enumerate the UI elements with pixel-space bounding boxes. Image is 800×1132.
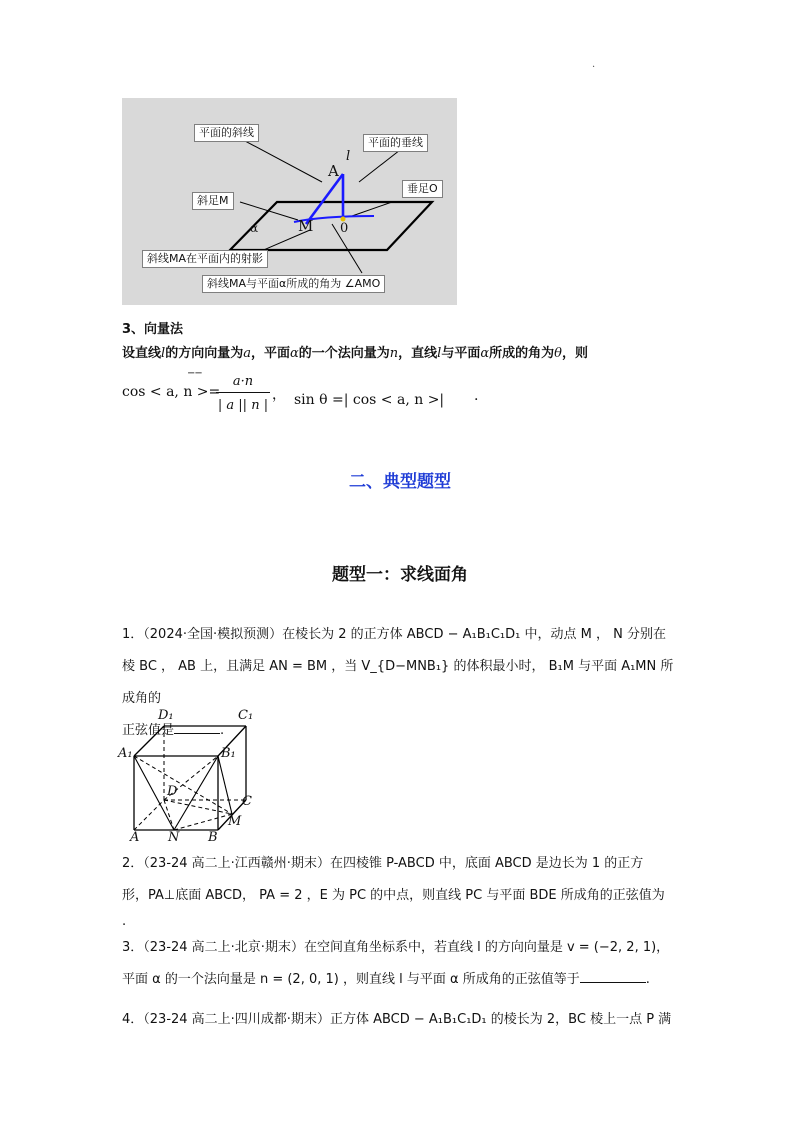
problem-2 bbox=[122, 848, 682, 932]
cube-label-d: D bbox=[167, 784, 178, 799]
formula-comma: ， bbox=[272, 387, 286, 403]
problem-2-line3: . bbox=[122, 914, 127, 929]
problem-3-line2: 平面 α 的一个法向量是 n = (2, 0, 1) ，则直线 l 与平面 α 所成角的正弦值等于 . bbox=[122, 964, 682, 996]
fraction-bar bbox=[216, 392, 270, 393]
problem-3-line1: 3．（23-24 高二上·北京·期末）在空间直角坐标系中，若直线 l 的方向向量是 v = (−2, 2, 1)， bbox=[122, 940, 670, 955]
heading-problem-type-one: 题型一：求线面角 bbox=[332, 565, 468, 585]
label-point-m: M bbox=[298, 217, 314, 235]
label-angle: 斜线MA与平面α所成的角为 ∠AMO bbox=[202, 275, 385, 293]
heading-typical-problems: 二、典型题型 bbox=[349, 472, 451, 492]
oblique-line-figure bbox=[122, 98, 457, 305]
cube-label-n: N bbox=[168, 830, 180, 845]
cube-label-a: A bbox=[130, 830, 140, 845]
cube-label-c: C bbox=[242, 794, 252, 809]
label-perpendicular: 平面的垂线 bbox=[363, 134, 428, 152]
label-foot-o: 垂足O bbox=[402, 180, 443, 198]
problem-2-line1: 2．（23-24 高二上·江西赣州·期末）在四棱锥 P-ABCD 中，底面 ABCD 是边长为 1 的正方 bbox=[122, 856, 644, 871]
label-projection: 斜线MA在平面内的射影 bbox=[142, 250, 268, 268]
section3-statement: 设直线l的方向向量为a，平面α的一个法向量为n，直线l与平面α所成的角为θ，则 bbox=[122, 346, 588, 361]
vector-arrows: −− bbox=[187, 368, 202, 379]
cube-label-b1: B₁ bbox=[221, 746, 236, 761]
leader-foot-o bbox=[352, 202, 392, 216]
cube-figure bbox=[118, 708, 268, 846]
label-l: l bbox=[346, 149, 351, 164]
corner-mark: · bbox=[592, 62, 596, 73]
problem-2-line2: 形，PA⊥底面 ABCD， PA = 2 ，E 为 PC 的中点，则直线 PC 与平面 BDE 所成角的正弦值为 bbox=[122, 888, 665, 903]
formula-period: . bbox=[474, 388, 479, 404]
plane-parallelogram bbox=[230, 202, 432, 250]
cube-label-b: B bbox=[208, 830, 218, 845]
answer-blank-3[interactable] bbox=[580, 968, 646, 983]
problem-1-line1: 1．（2024·全国·模拟预测）在棱长为 2 的正方体 ABCD − A₁B₁C₁D₁ 中，动点 M ， N 分别在 bbox=[122, 627, 666, 642]
cube-svg bbox=[118, 714, 268, 846]
problem-4-line1: 4．（23-24 高二上·四川成都·期末）正方体 ABCD − A₁B₁C₁D₁ 的棱长为 2，BC 棱上一点 P 满 bbox=[122, 1012, 672, 1027]
label-alpha: α bbox=[250, 221, 259, 235]
formula-block bbox=[122, 368, 542, 424]
cube-label-a1: A₁ bbox=[118, 746, 133, 761]
leader-foot-m bbox=[240, 202, 298, 220]
label-point-a: A bbox=[328, 162, 339, 180]
cube-label-d1: D₁ bbox=[158, 708, 174, 723]
formula-right: sin θ =| cos < a, n >| bbox=[294, 392, 445, 408]
cube-label-c1: C₁ bbox=[238, 708, 254, 723]
formula-denominator: | a || n | bbox=[217, 398, 269, 413]
problem-3 bbox=[122, 932, 682, 996]
formula-left: cos < a, n >= bbox=[122, 384, 221, 400]
label-foot-m: 斜足M bbox=[192, 192, 234, 210]
label-point-o: 0 bbox=[340, 221, 349, 236]
cube-label-m: M bbox=[228, 814, 242, 829]
label-oblique-line: 平面的斜线 bbox=[194, 124, 259, 142]
figure-svg bbox=[122, 98, 457, 305]
problem-1-line2: 棱 BC ， AB 上，且满足 AN = BM ，当 V_{D−MNB₁} 的体积最小时， B₁M 与平面 A₁MN 所成角的 bbox=[122, 659, 674, 706]
formula-numerator: a·n bbox=[232, 374, 254, 389]
section3-title: 3、向量法 bbox=[122, 322, 184, 337]
leader-perpendicular bbox=[359, 150, 400, 182]
problem-4 bbox=[122, 1004, 682, 1036]
problem-1-line3: 正弦值是 . bbox=[122, 715, 682, 747]
